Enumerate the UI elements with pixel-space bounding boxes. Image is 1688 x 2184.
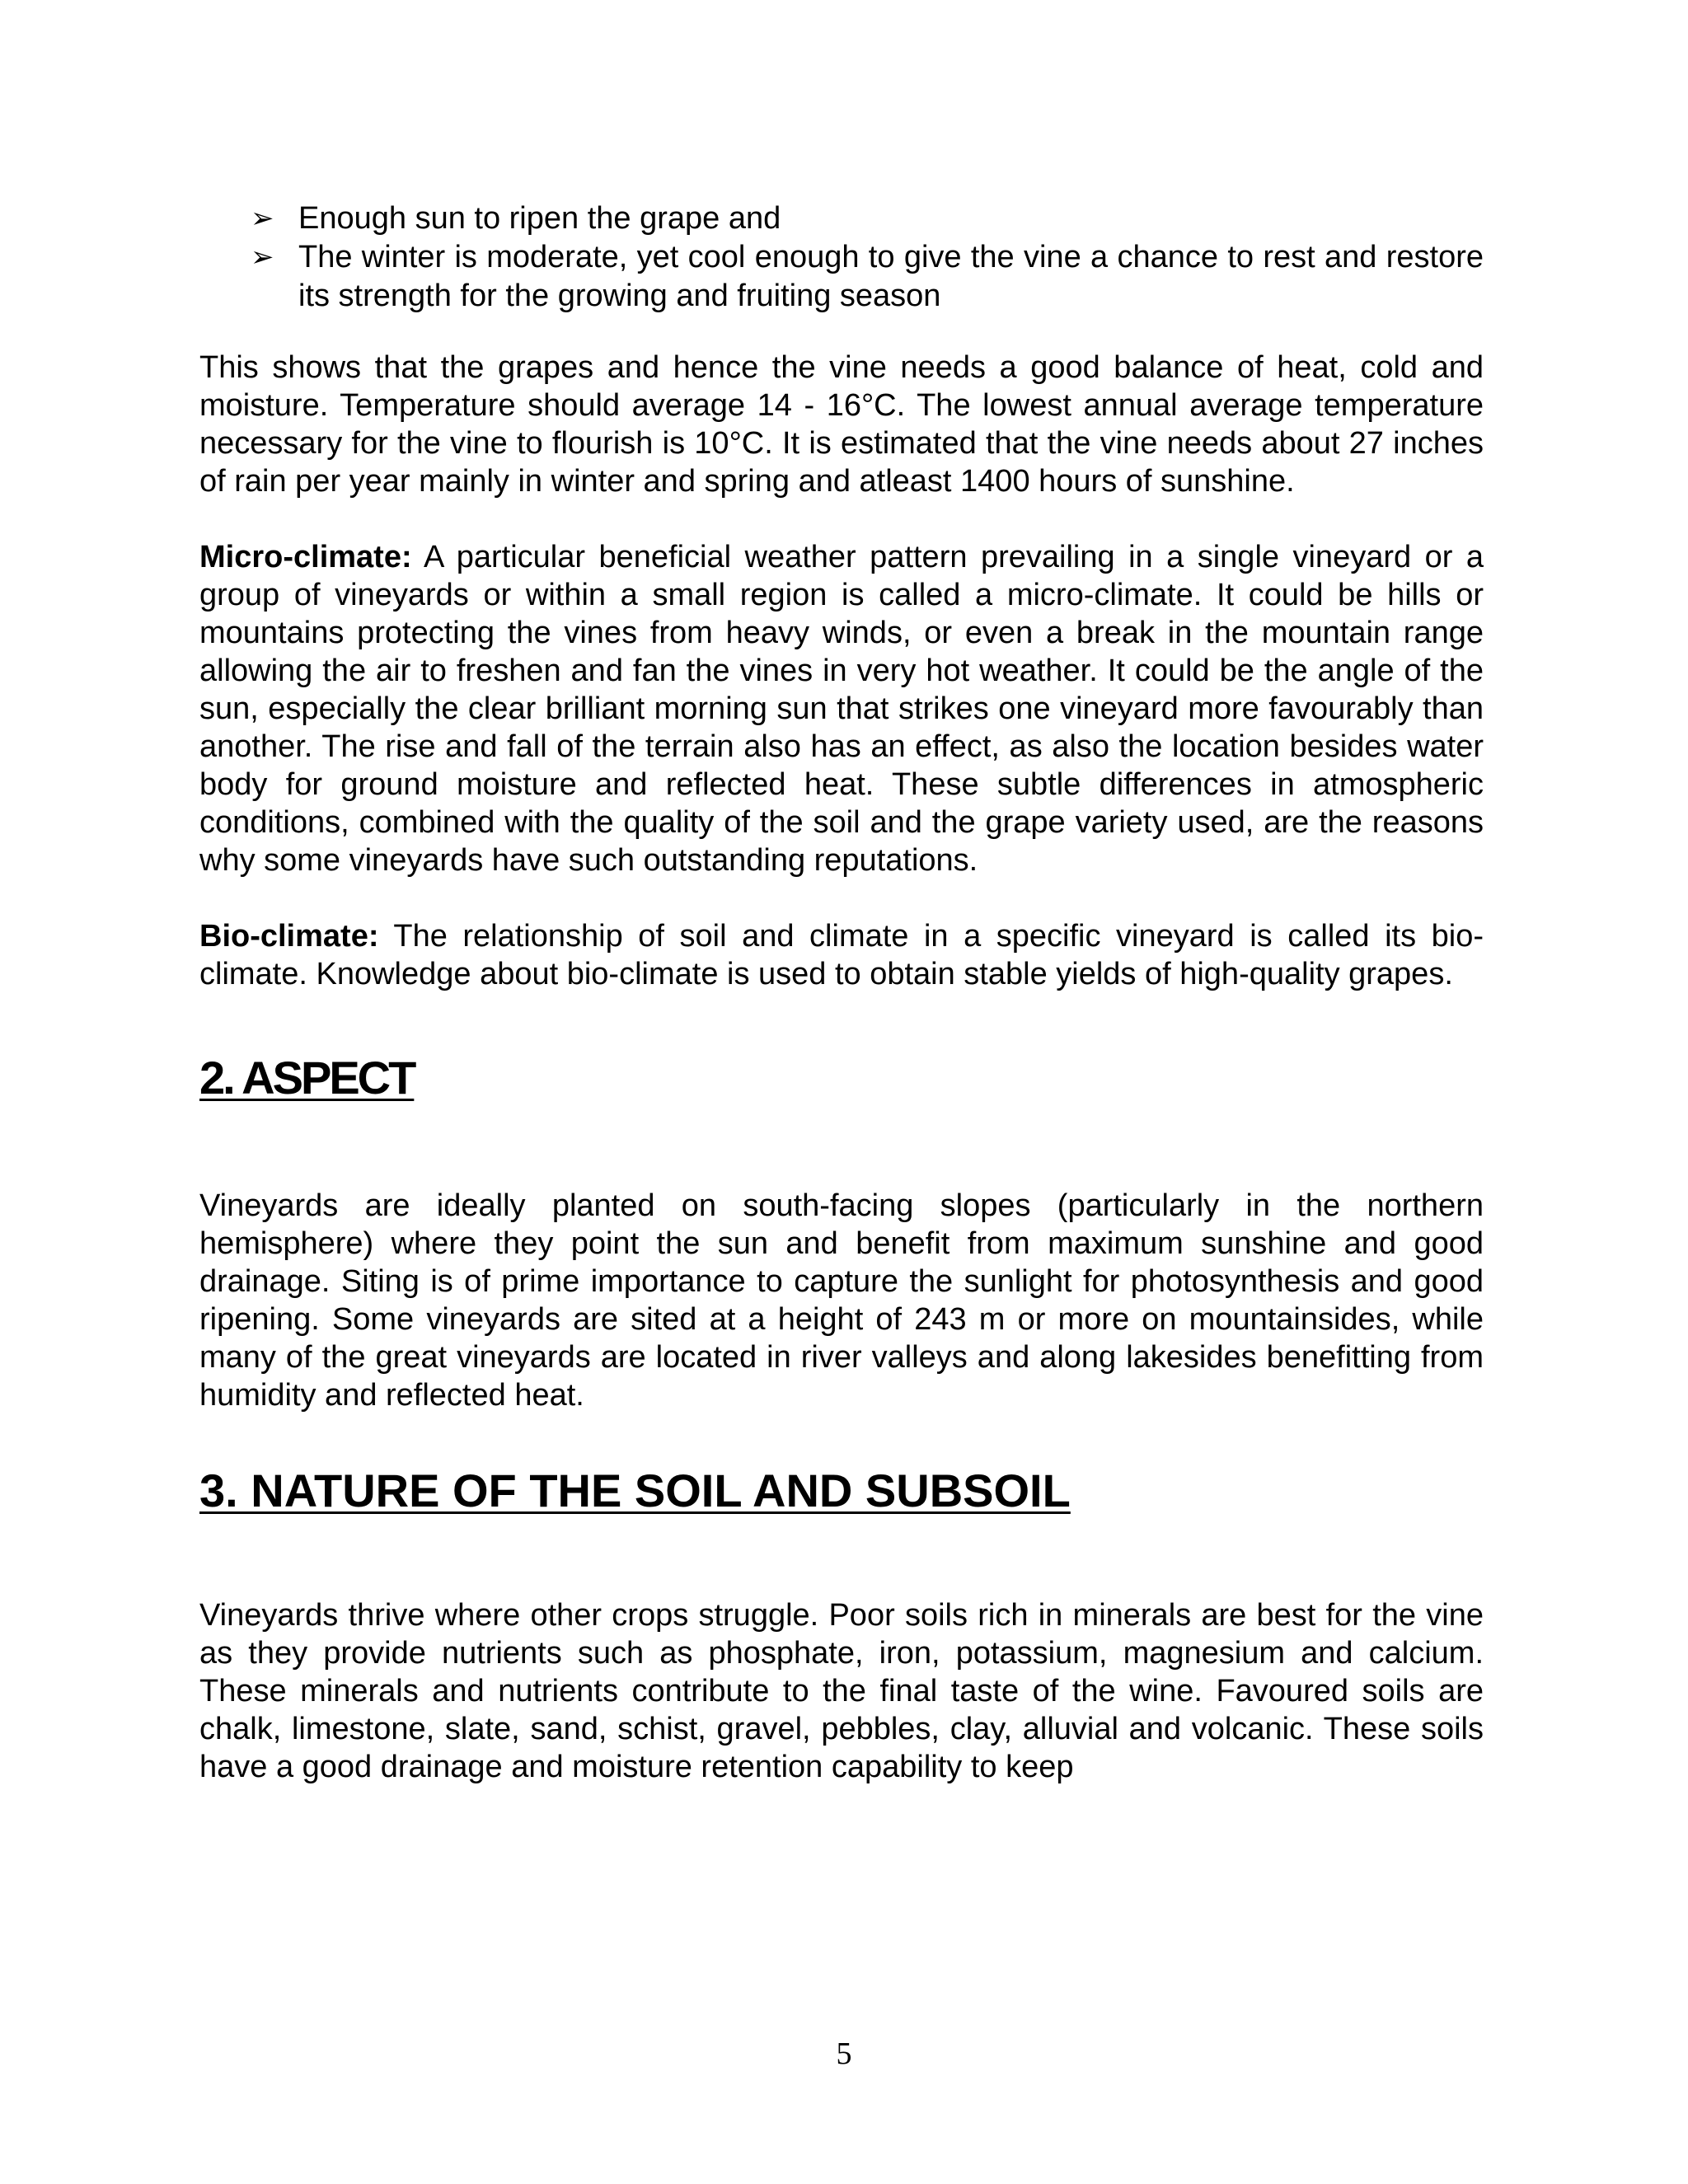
bio-climate-text: The relationship of soil and climate in a specific vineyard is called its bio-climate. Knowledge about bio-climate is used to obtain stable yields of high-quality grapes. (199, 919, 1484, 991)
arrow-bullet-icon: ➢ (251, 241, 274, 274)
soil-paragraph: Vineyards thrive where other crops struggle. Poor soils rich in minerals are best for the vine as they provide nutrients such as phosphate, iron, potassium, magnesium and calcium. These minerals and nutrients contribute to the final taste of the wine. Favoured soils are chalk, limestone, slate, sand, schist, gravel, pebbles, clay, alluvial and volcanic. These soils have a good drainage and moisture retention capability to keep (199, 1598, 1484, 1784)
arrow-bullet-icon: ➢ (251, 202, 274, 235)
bio-climate-paragraph (199, 917, 1484, 993)
micro-climate-paragraph (199, 538, 1484, 879)
aspect-paragraph: Vineyards are ideally planted on south-facing slopes (particularly in the northern hemisphere) where they point the sun and benefit from maximum sunshine and good drainage. Siting is of prime importance to capture the sunlight for photosynthesis and good ripening. Some vineyards are sited at a height of 243 m or more on mountainsides, while many of the great vineyards are located in river valleys and along lakesides benefitting from humidity and reflected heat. (199, 1188, 1484, 1413)
bullet-text: Enough sun to ripen the grape and (298, 201, 781, 236)
climate-bullet-list (199, 199, 1484, 316)
aspect-heading: 2. ASPECT (199, 1052, 415, 1104)
page-number: 5 (836, 2036, 852, 2071)
micro-climate-term: Micro-climate: (199, 540, 412, 574)
climate-paragraph: This shows that the grapes and hence the vine needs a good balance of heat, cold and moisture. Temperature should average 14 - 16°C. The lowest annual average temperature necessary for the vine to flourish is 10°C. It is estimated that the vine needs about 27 inches of rain per year mainly in winter and spring and atleast 1400 hours of sunshine. (199, 350, 1484, 499)
micro-climate-text: A particular beneficial weather pattern prevailing in a single vineyard or a group of vineyards or within a small region is called a micro-climate. It could be hills or mountains protecting the vines from heavy winds, or even a break in the mountain range allowing the air to freshen and fan the vines in very hot weather. It could be the angle of the sun, especially the clear brilliant morning sun that strikes one vineyard more favourably than another. The rise and fall of the terrain also has an effect, as also the location besides water body for ground moisture and reflected heat. These subtle differences in atmospheric conditions, combined with the quality of the soil and the grape variety used, are the reasons why some vineyards have such outstanding reputations. (199, 540, 1484, 878)
list-item (199, 199, 1484, 238)
list-item (199, 238, 1484, 316)
soil-heading: 3. NATURE OF THE SOIL AND SUBSOIL (199, 1465, 1071, 1516)
bullet-text: The winter is moderate, yet cool enough to give the vine a chance to rest and restore its strength for the growing and fruiting season (298, 240, 1484, 313)
bio-climate-term: Bio-climate: (199, 919, 379, 954)
page-content (199, 199, 1484, 1824)
